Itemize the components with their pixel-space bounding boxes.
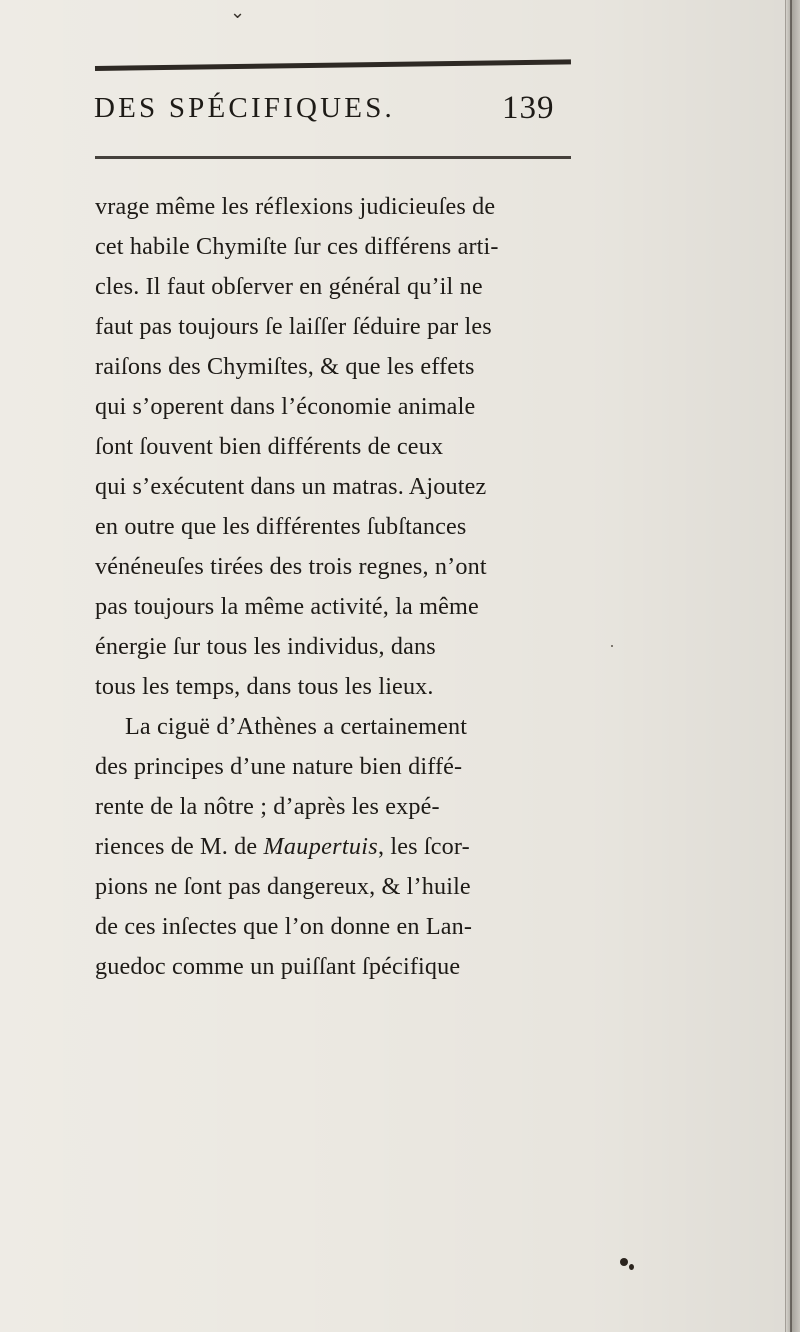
text-line-17-end: , les ſcor- — [377, 833, 470, 860]
text-line-5: raiſons des Chymiſtes, & que les effets — [95, 353, 475, 380]
text-line-13: tous les temps, dans tous les lieux. — [95, 673, 434, 700]
binding-line — [790, 0, 792, 1332]
ink-speck — [629, 1264, 634, 1270]
text-line-18: pions ne ſont pas dangereux, & l’huile — [95, 873, 471, 900]
text-line-19: de ces inſectes que l’on donne en Lan- — [95, 913, 473, 940]
page-header — [94, 92, 594, 142]
ink-speck — [611, 645, 613, 647]
page-right-edge — [785, 0, 800, 1332]
body-text — [95, 187, 595, 987]
text-line-10: vénéneuſes tirées des trois regnes, n’ont — [95, 553, 487, 580]
page-number: 139 — [502, 90, 555, 126]
top-ink-mark: ⌄ — [230, 2, 246, 22]
text-line-11: pas toujours la même activité, la même — [95, 593, 479, 620]
text-line-17-start: riences de M. de — [95, 833, 258, 860]
text-line-9: en outre que les différentes ſubſtances — [95, 513, 467, 540]
text-line-7: ſont ſouvent bien différents de ceux — [95, 433, 444, 460]
text-line-12: énergie ſur tous les individus, dans — [95, 633, 436, 660]
text-line-15: des principes d’une nature bien diffé- — [95, 753, 463, 780]
header-top-rule — [95, 59, 571, 71]
text-line-6: qui s’operent dans l’économie animale — [95, 393, 476, 420]
text-line-14: La ciguë d’Athènes a certainement — [125, 713, 468, 740]
header-bottom-rule — [95, 156, 571, 159]
author-name: Maupertuis — [263, 833, 378, 860]
text-line-17 — [95, 827, 595, 867]
text-line-3: cles. Il faut obſerver en général qu’il ne — [95, 273, 483, 300]
text-line-4: faut pas toujours ſe laiſſer ſéduire par les — [95, 313, 492, 340]
text-line-1: vrage même les réflexions judicieuſes de — [95, 193, 496, 220]
text-line-16: rente de la nôtre ; d’après les expé- — [95, 793, 440, 820]
running-title: DES SPÉCIFIQUES. — [94, 92, 395, 124]
text-line-8: qui s’exécutent dans un matras. Ajoutez — [95, 473, 487, 500]
text-line-20: guedoc comme un puiſſant ſpécifique — [95, 953, 461, 980]
ink-speck — [620, 1258, 628, 1266]
text-line-2: cet habile Chymiſte ſur ces différens arti- — [95, 233, 499, 260]
